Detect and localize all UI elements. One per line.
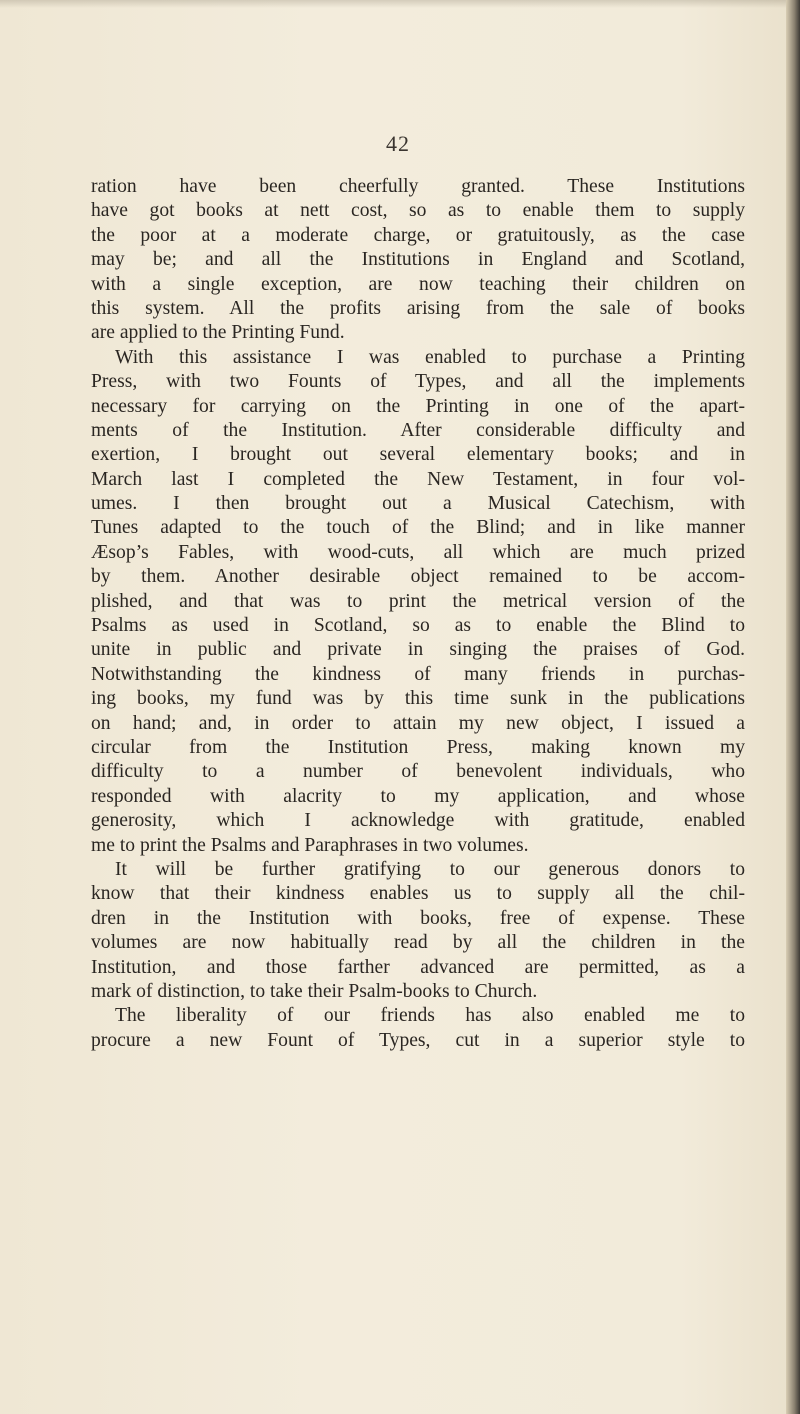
text-line: me to print the Psalms and Paraphrases in two volumes. [91, 834, 529, 856]
text-line: the poor at a moderate charge, or gratuitously, as the case [91, 224, 745, 246]
text-line: Institution, and those farther advanced are permitted, as a [91, 956, 745, 978]
text-line: It will be further gratifying to our generous donors to [115, 858, 745, 880]
text-line: exertion, I brought out several elementary books; and in [91, 444, 745, 466]
page-top-shadow [0, 0, 800, 8]
page-binding-edge [786, 0, 800, 1414]
text-line: circular from the Institution Press, making known my [91, 736, 745, 758]
text-line: dren in the Institution with books, free of expense. These [91, 907, 745, 929]
text-line: are applied to the Printing Fund. [91, 322, 345, 344]
text-line: responded with alacrity to my application, and whose [91, 785, 745, 807]
text-line: this system. All the profits arising from the sale of books [91, 297, 745, 319]
text-line: unite in public and private in singing the praises of God. [91, 639, 745, 661]
text-line: ing books, my fund was by this time sunk in the publications [91, 688, 745, 710]
text-line: procure a new Fount of Types, cut in a superior style to [91, 1029, 745, 1051]
text-line: may be; and all the Institutions in England and Scotland, [91, 249, 745, 271]
text-line: Æsop’s Fables, with wood-cuts, all which are much prized [91, 541, 745, 563]
text-line: Notwithstanding the kindness of many friends in purchas- [91, 663, 745, 685]
text-line: generosity, which I acknowledge with gratitude, enabled [91, 810, 745, 832]
text-line: difficulty to a number of benevolent individuals, who [91, 761, 745, 783]
text-line: with a single exception, are now teaching their children on [91, 273, 745, 295]
text-line: Press, with two Founts of Types, and all the implements [91, 371, 745, 393]
text-line: ration have been cheerfully granted. These Institutions [91, 176, 745, 197]
text-line: plished, and that was to print the metrical version of the [91, 590, 745, 612]
text-line: on hand; and, in order to attain my new object, I issued a [91, 712, 745, 734]
text-line: Psalms as used in Scotland, so as to enable the Blind to [91, 615, 745, 637]
text-line: With this assistance I was enabled to purchase a Printing [115, 346, 745, 368]
text-line: March last I completed the New Testament, in four vol- [91, 468, 745, 490]
text-line: The liberality of our friends has also enabled me to [115, 1005, 745, 1027]
text-line: necessary for carrying on the Printing in one of the apart- [91, 395, 745, 417]
page-number: 42 [386, 131, 410, 156]
text-line: have got books at nett cost, so as to enable them to supply [91, 200, 745, 222]
text-line: ments of the Institution. After considerable difficulty and [91, 419, 745, 441]
text-line: by them. Another desirable object remained to be accom- [91, 566, 745, 588]
text-line: know that their kindness enables us to supply all the chil- [91, 883, 745, 905]
text-line: Tunes adapted to the touch of the Blind; and in like manner [91, 517, 745, 539]
body-text [91, 175, 745, 1053]
text-line: umes. I then brought out a Musical Catechism, with [91, 493, 745, 515]
text-line: volumes are now habitually read by all the children in the [91, 932, 745, 954]
text-line: mark of distinction, to take their Psalm-books to Church. [91, 980, 538, 1002]
